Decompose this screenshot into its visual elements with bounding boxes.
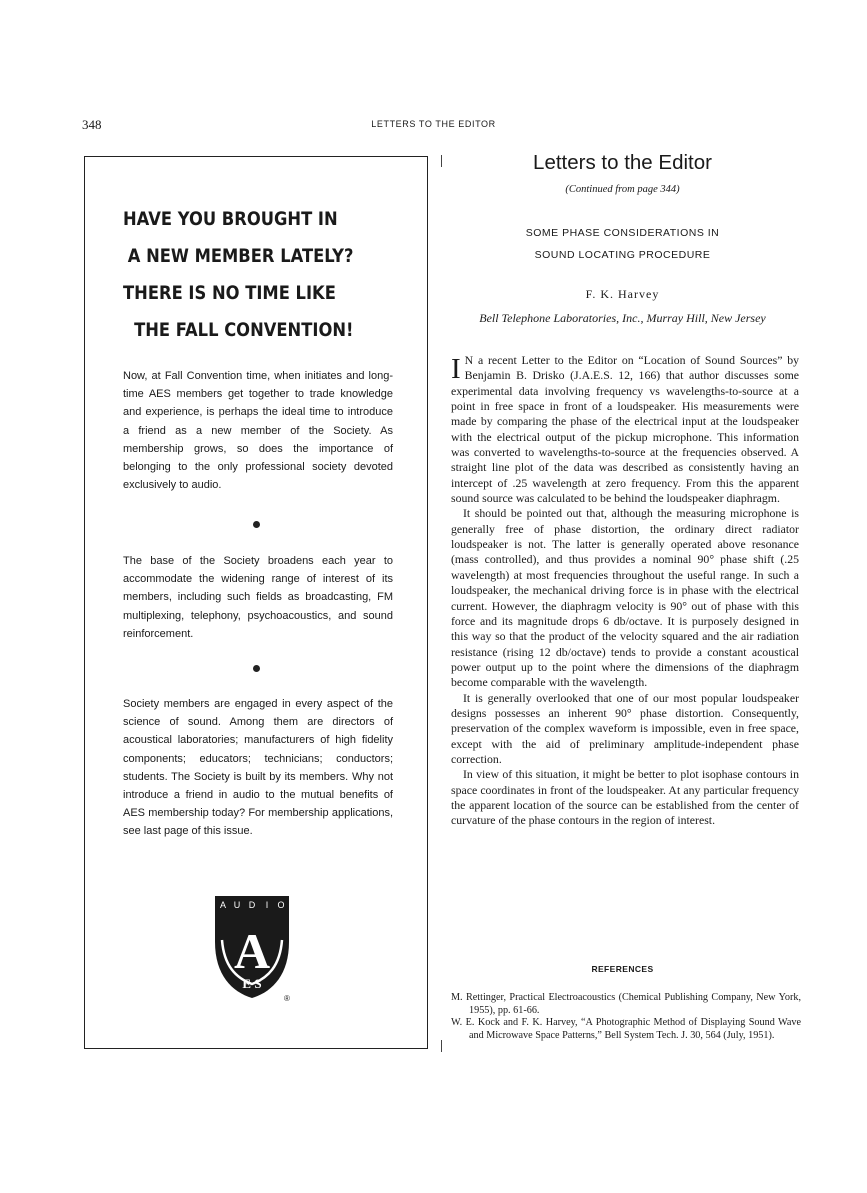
references-heading: REFERENCES [591,964,654,974]
body-paragraph-4: In view of this situation, it might be better to plot isophase contours in space coordinates in front of the loudspeaker. At any particular frequency the apparent location of the source can be established from the center of curvature of the phase contours in the region of interest. [451,767,799,828]
membership-ad [84,156,428,1049]
bullet-divider [253,521,260,528]
ad-headline [123,201,353,349]
ad-paragraph-2: The base of the Society broadens each year to accommodate the widening range of interest of its members, including such fields as broadcasting, FM multiplexing, telephony, psychoacoustics, and sound reinforcement. [123,555,393,640]
logo-letter-a: A [219,900,227,910]
aes-logo [214,896,296,1012]
author: F. K. Harvey [585,287,660,301]
reference-item: W. E. Kock and F. K. Harvey, “A Photographic Method of Displaying Sound Wave and Microwave Space Patterns,” Bell System Tech. J. 30, 564 (July, 1951). [451,1017,801,1041]
drop-cap: I [451,353,461,385]
article-title-line-1: SOME PHASE CONSIDERATIONS IN [525,227,720,239]
logo-initials: E S [242,976,262,991]
references-list [451,992,801,1042]
article-body [451,353,799,829]
column-rule [441,1040,442,1052]
bullet-divider [253,665,260,672]
logo-letter-u: U [233,900,241,910]
headline-line-4: THE FALL CONVENTION! [134,319,354,341]
body-paragraph-2: It should be pointed out that, although the measuring microphone is generally free of phase distortion, the ordinary direct radiator loudspeaker is not. The latter is generally operated above resonance (mass controlled), and thus provides a nominal 90° phase shift (.25 wavelength) at most frequencies throughout the useful range. In such a loudspeaker, the mechanical driving force is in phase with the electrical current. However, the diaphragm velocity is 90° out of phase with this force and its magnitude drops 6 db/octave. It is purposely designed in this way so that the product of the velocity squared and the air radiation resistance (rising 12 db/octave) tends to provide a constant acoustical power output up to the point where the dimensions of the diaphragm become comparable with the wavelength. [451,506,799,690]
headline-line-1: HAVE YOU BROUGHT IN [123,208,338,230]
reference-item: M. Rettinger, Practical Electroacoustics (Chemical Publishing Company, New York, 1955), pp. 61-66. [451,992,801,1016]
logo-letter-o: O [277,900,285,910]
article-title [441,222,804,266]
body-paragraph-3: It is generally overlooked that one of our most popular loudspeaker designs possesses an inherent 90° phase distortion. Consequently, preservation of the complex waveform is impossible, even in free space, except with the aid of preliminary amplitude-independent phase correction. [451,690,799,766]
ad-paragraph-1: Now, at Fall Convention time, when initiates and long-time AES members get together to trade knowledge and experience, is perhaps the ideal time to introduce a friend as a new member of the Society. As membership grows, so does the importance of belonging to the only professional society devoted exclusively to audio. [123,370,393,492]
logo-monogram: A [233,923,271,979]
continued-note: (Continued from page 344) [565,184,680,195]
article-title-line-2: SOUND LOCATING PROCEDURE [534,249,711,261]
section-title: Letters to the Editor [533,151,712,174]
running-head: LETTERS TO THE EDITOR [371,119,496,129]
affiliation: Bell Telephone Laboratories, Inc., Murray Hill, New Jersey [479,311,766,325]
ad-paragraph-3: Society members are engaged in every aspect of the science of sound. Among them are directors of acoustical laboratories; manufacturers of high fidelity components; educators; technicians; conductors; students. The Society is built by its members. Why not introduce a friend in audio to the mutual benefits of AES membership today? For membership applications, see last page of this issue. [123,698,393,838]
logo-registered-mark: ® [284,994,290,1003]
logo-letter-i: I [265,900,269,910]
body-paragraph-1: N a recent Letter to the Editor on “Location of Sound Sources” by Benjamin B. Drisko (J.A.E.S. 12, 166) that author discusses some experimental data involving frequency vs wavelengths-to-source at a point in free space in front of a loudspeaker. His measurements were made by comparing the phase of the electrical input at the loudspeaker with the electrical output of the pickup microphone. This information was converted to wavelengths-to-source at the frequencies observed. A straight line plot of the data was described as consistently having an intercept of .25 wavelength at zero frequency. From this the apparent sound source was calculated to be behind the loudspeaker diaphragm. [451,353,799,506]
headline-line-2: A NEW MEMBER LATELY? [127,245,354,267]
headline-line-3: THERE IS NO TIME LIKE [123,282,336,304]
page-number: 348 [82,117,102,132]
logo-letter-d: D [248,900,256,910]
